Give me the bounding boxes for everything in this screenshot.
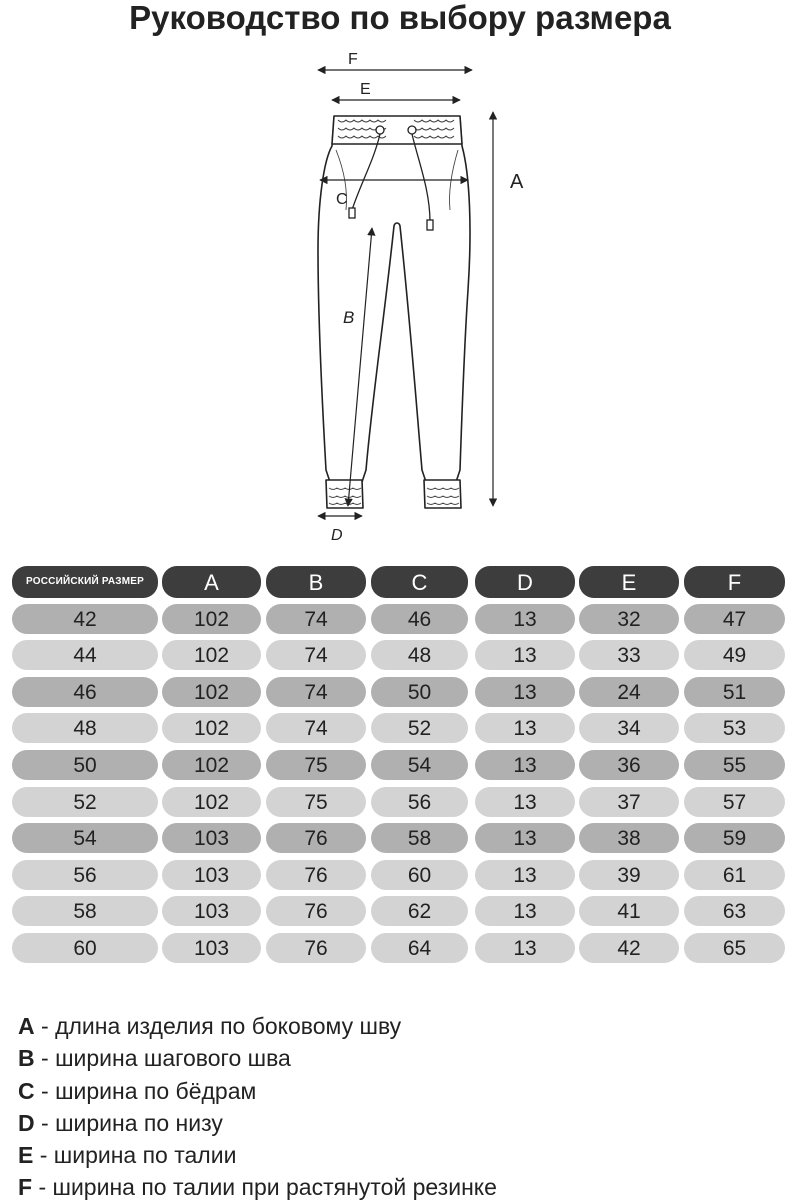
table-row <box>12 930 788 967</box>
value-cell-f: 65 <box>684 933 785 963</box>
legend-letter: E <box>18 1142 34 1169</box>
value-cell-e: 38 <box>579 823 679 853</box>
value-cell-d: 13 <box>475 640 575 670</box>
value-cell-a: 103 <box>162 933 261 963</box>
value-cell-b: 76 <box>266 896 366 926</box>
value-cell-a: 102 <box>162 677 261 707</box>
size-table <box>12 564 788 967</box>
legend-item-f <box>18 1171 788 1203</box>
value-cell-d: 13 <box>475 896 575 926</box>
value-cell-b: 75 <box>266 750 366 780</box>
size-cell: 60 <box>12 933 158 963</box>
value-cell-e: 33 <box>579 640 679 670</box>
value-cell-c: 64 <box>371 933 468 963</box>
table-row <box>12 637 788 674</box>
legend-item-b <box>18 1042 788 1074</box>
value-cell-d: 13 <box>475 787 575 817</box>
value-cell-f: 51 <box>684 677 785 707</box>
value-cell-a: 102 <box>162 604 261 634</box>
value-cell-e: 39 <box>579 860 679 890</box>
value-cell-f: 59 <box>684 823 785 853</box>
size-cell: 42 <box>12 604 158 634</box>
value-cell-e: 37 <box>579 787 679 817</box>
size-cell: 50 <box>12 750 158 780</box>
legend-text: - ширина шагового шва <box>34 1045 291 1072</box>
size-cell: 46 <box>12 677 158 707</box>
value-cell-d: 13 <box>475 604 575 634</box>
label-e: E <box>360 81 371 98</box>
legend-text: - ширина по талии при растянутой резинке <box>32 1174 497 1201</box>
legend-item-a <box>18 1010 788 1042</box>
value-cell-f: 55 <box>684 750 785 780</box>
header-c: C <box>371 566 468 598</box>
table-row <box>12 893 788 930</box>
value-cell-a: 103 <box>162 823 261 853</box>
value-cell-c: 46 <box>371 604 468 634</box>
legend-letter: B <box>18 1045 35 1072</box>
value-cell-f: 57 <box>684 787 785 817</box>
value-cell-e: 41 <box>579 896 679 926</box>
value-cell-e: 42 <box>579 933 679 963</box>
legend-text: - ширина по талии <box>33 1142 237 1169</box>
value-cell-d: 13 <box>475 933 575 963</box>
table-header-row <box>12 564 788 601</box>
table-row <box>12 747 788 784</box>
value-cell-c: 48 <box>371 640 468 670</box>
label-d: D <box>331 527 343 544</box>
value-cell-c: 56 <box>371 787 468 817</box>
pants-diagram-svg <box>0 40 800 550</box>
header-b: B <box>266 566 366 598</box>
page-title: Руководство по выбору размера <box>129 0 671 36</box>
size-cell: 54 <box>12 823 158 853</box>
table-row <box>12 710 788 747</box>
value-cell-a: 102 <box>162 713 261 743</box>
value-cell-f: 61 <box>684 860 785 890</box>
value-cell-a: 102 <box>162 640 261 670</box>
value-cell-e: 24 <box>579 677 679 707</box>
label-b: B <box>343 308 355 327</box>
pants-outline <box>318 116 470 508</box>
legend-letter: A <box>18 1013 35 1039</box>
table-row <box>12 601 788 638</box>
legend-text: - ширина по бёдрам <box>34 1077 257 1104</box>
value-cell-f: 63 <box>684 896 785 926</box>
value-cell-b: 76 <box>266 933 366 963</box>
value-cell-d: 13 <box>475 713 575 743</box>
header-e: E <box>579 566 679 598</box>
value-cell-e: 36 <box>579 750 679 780</box>
value-cell-d: 13 <box>475 677 575 707</box>
header-d: D <box>475 566 575 598</box>
value-cell-d: 13 <box>475 860 575 890</box>
header-a: A <box>162 566 261 598</box>
size-cell: 56 <box>12 860 158 890</box>
value-cell-b: 75 <box>266 787 366 817</box>
value-cell-f: 47 <box>684 604 785 634</box>
value-cell-d: 13 <box>475 750 575 780</box>
measurement-legend <box>18 1010 788 1204</box>
legend-item-d <box>18 1107 788 1139</box>
legend-letter: C <box>18 1077 35 1104</box>
value-cell-b: 76 <box>266 823 366 853</box>
value-cell-c: 50 <box>371 677 468 707</box>
table-row <box>12 857 788 894</box>
table-row <box>12 674 788 711</box>
value-cell-b: 76 <box>266 860 366 890</box>
value-cell-b: 74 <box>266 640 366 670</box>
value-cell-d: 13 <box>475 823 575 853</box>
size-cell: 48 <box>12 713 158 743</box>
legend-item-e <box>18 1139 788 1171</box>
value-cell-e: 32 <box>579 604 679 634</box>
label-c: C <box>336 191 348 208</box>
value-cell-b: 74 <box>266 713 366 743</box>
legend-item-c <box>18 1075 788 1107</box>
value-cell-a: 103 <box>162 860 261 890</box>
table-row <box>12 820 788 857</box>
table-row <box>12 784 788 821</box>
value-cell-c: 52 <box>371 713 468 743</box>
value-cell-c: 60 <box>371 860 468 890</box>
value-cell-a: 103 <box>162 896 261 926</box>
label-f: F <box>348 51 358 68</box>
size-cell: 52 <box>12 787 158 817</box>
size-cell: 58 <box>12 896 158 926</box>
value-cell-b: 74 <box>266 604 366 634</box>
pants-diagram <box>0 40 800 550</box>
value-cell-c: 62 <box>371 896 468 926</box>
legend-letter: F <box>18 1174 33 1201</box>
value-cell-a: 102 <box>162 787 261 817</box>
header-f: F <box>684 566 785 598</box>
value-cell-f: 53 <box>684 713 785 743</box>
value-cell-f: 49 <box>684 640 785 670</box>
header-russian-size: РОССИЙСКИЙ РАЗМЕР <box>12 566 158 598</box>
legend-text: - длина изделия по боковому шву <box>34 1013 402 1039</box>
value-cell-e: 34 <box>579 713 679 743</box>
size-cell: 44 <box>12 640 158 670</box>
legend-text: - ширина по низу <box>34 1109 223 1136</box>
label-a: A <box>510 171 524 193</box>
value-cell-c: 54 <box>371 750 468 780</box>
legend-letter: D <box>18 1109 35 1136</box>
value-cell-a: 102 <box>162 750 261 780</box>
value-cell-c: 58 <box>371 823 468 853</box>
value-cell-b: 74 <box>266 677 366 707</box>
